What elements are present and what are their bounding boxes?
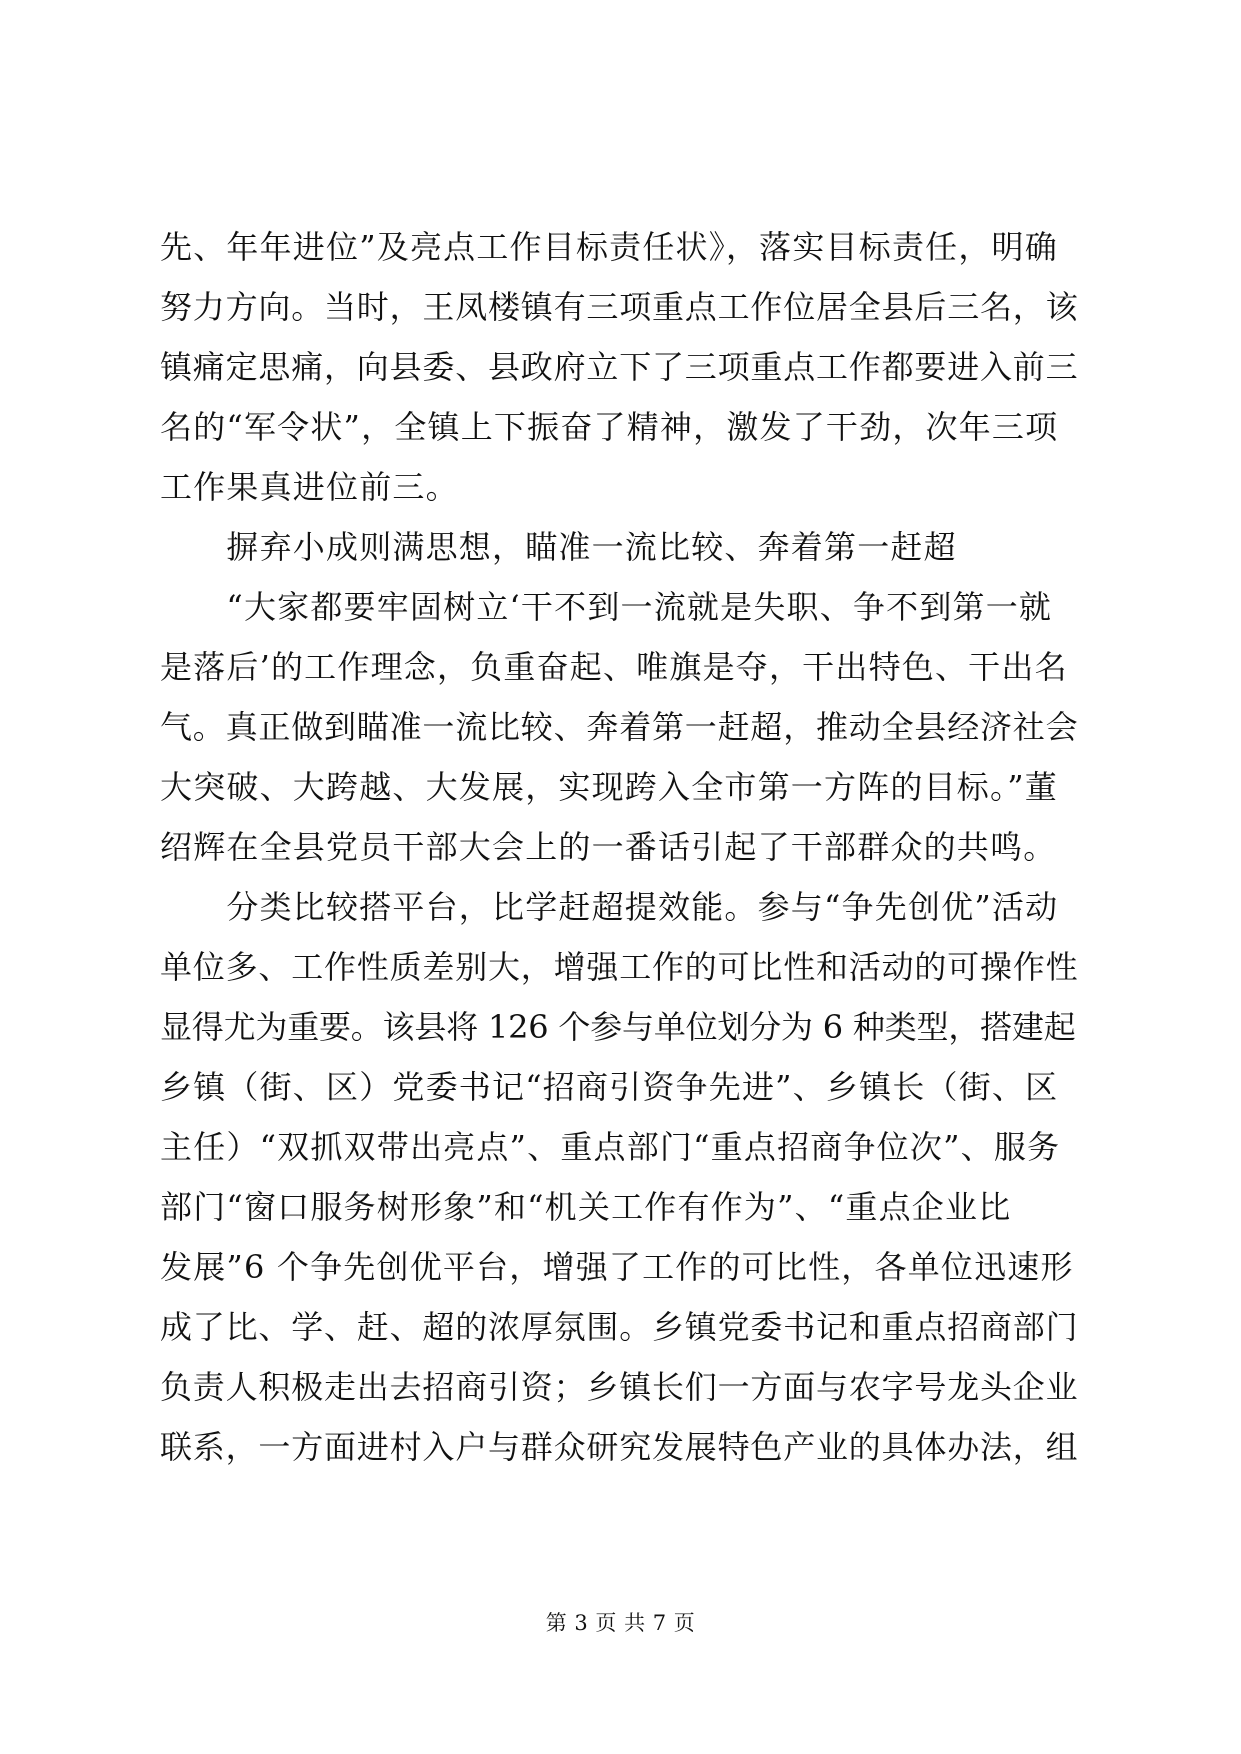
text-line: 镇痛定思痛，向县委、县政府立下了三项重点工作都要进入前三 — [160, 348, 1079, 386]
text-line: 是落后’的工作理念，负重奋起、唯旗是夺，干出特色、干出名 — [160, 648, 1068, 686]
text-line: 单位多、工作性质差别大，增强工作的可比性和活动的可操作性 — [160, 948, 1079, 986]
text-line: 联系，一方面进村入户与群众研究发展特色产业的具体办法，组 — [160, 1428, 1079, 1466]
section-heading: 摒弃小成则满思想，瞄准一流比较、奔着第一赶超 — [160, 528, 957, 566]
text-line: 分类比较搭平台，比学赶超提效能。参与“争先创优”活动 — [160, 888, 1059, 926]
text-line: 绍辉在全县党员干部大会上的一番话引起了干部群众的共鸣。 — [160, 828, 1057, 866]
text-line: 努力方向。当时，王凤楼镇有三项重点工作位居全县后三名，该 — [160, 288, 1079, 326]
text-line: 名的“军令状”，全镇上下振奋了精神，激发了干劲，次年三项 — [160, 408, 1059, 446]
text-line: 发展”6 个争先创优平台，增强了工作的可比性，各单位迅速形 — [160, 1248, 1074, 1286]
text-line: 显得尤为重要。该县将 126 个参与单位划分为 6 种类型，搭建起 — [160, 1008, 1076, 1046]
text-line: 工作果真进位前三。 — [160, 468, 459, 506]
text-line: 大突破、大跨越、大发展，实现跨入全市第一方阵的目标。”董 — [160, 768, 1058, 806]
text-line: “大家都要牢固树立‘干不到一流就是失职、争不到第一就 — [160, 588, 1053, 626]
text-line: 乡镇（街、区）党委书记“招商引资争先进”、乡镇长（街、区 — [160, 1068, 1059, 1106]
text-line: 先、年年进位”及亮点工作目标责任状》，落实目标责任，明确 — [160, 228, 1058, 266]
page-number-footer: 第 3 页 共 7 页 — [545, 1611, 696, 1635]
text-line: 气。真正做到瞄准一流比较、奔着第一赶超，推动全县经济社会 — [160, 708, 1079, 746]
text-line: 主任）“双抓双带出亮点”、重点部门“重点招商争位次”、服务 — [160, 1128, 1061, 1166]
text-line: 成了比、学、赶、超的浓厚氛围。乡镇党委书记和重点招商部门 — [160, 1308, 1079, 1346]
text-line: 负责人积极走出去招商引资；乡镇长们一方面与农字号龙头企业 — [160, 1368, 1079, 1406]
text-line: 部门“窗口服务树形象”和“机关工作有作为”、“重点企业比 — [160, 1188, 1012, 1226]
